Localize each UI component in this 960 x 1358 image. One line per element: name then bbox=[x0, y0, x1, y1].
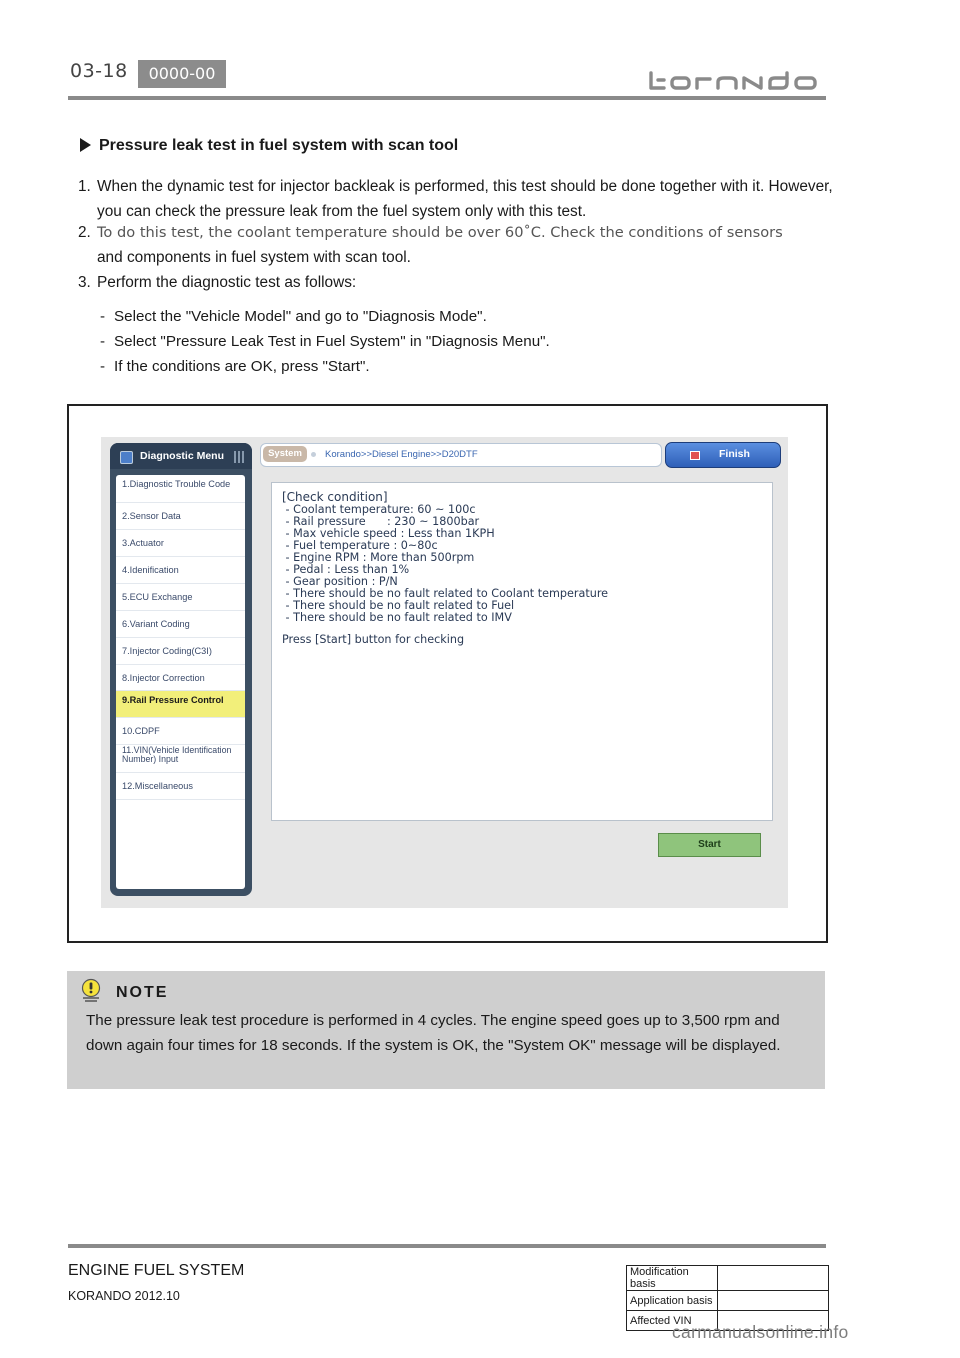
finish-label: Finish bbox=[719, 448, 750, 460]
table-row bbox=[627, 1266, 829, 1291]
menu-item-actuator[interactable]: 3.Actuator bbox=[116, 530, 245, 557]
table-label: Affected VIN bbox=[627, 1311, 718, 1331]
menu-item-cdpf[interactable]: 10.CDPF bbox=[116, 718, 245, 745]
section-title bbox=[80, 137, 458, 155]
menu-item-rail-pressure-control[interactable]: 9.Rail Pressure Control bbox=[116, 691, 245, 718]
table-label: Modification basis bbox=[627, 1266, 718, 1291]
note-text: The pressure leak test procedure is performed in 4 cycles. The engine speed goes up to 3,500 rpm and down again four times for 18 seconds. If the system is OK, the "System OK" message will be displayed. bbox=[86, 1012, 781, 1054]
menu-item-diagnostic-trouble-code[interactable]: 1.Diagnostic Trouble Code bbox=[116, 475, 245, 503]
top-rule bbox=[68, 96, 826, 100]
section-code-badge: 0000-00 bbox=[138, 60, 226, 88]
step-number: 2. bbox=[78, 224, 91, 241]
menu-item-injector-coding[interactable]: 7.Injector Coding(C3I) bbox=[116, 638, 245, 665]
menu-item-vin-input[interactable]: 11.VIN(Vehicle Identification Number) Input bbox=[116, 745, 245, 773]
korando-logo bbox=[648, 70, 828, 92]
condition-line: - Pedal : Less than 1% bbox=[282, 563, 410, 576]
step-3 bbox=[78, 270, 838, 295]
triangle-bullet-icon bbox=[80, 138, 91, 152]
menu-icon bbox=[120, 451, 133, 464]
breadcrumb-path: Korando>>Diesel Engine>>D20DTF bbox=[325, 449, 478, 460]
press-start-hint: Press [Start] button for checking bbox=[282, 633, 465, 646]
start-button[interactable]: Start bbox=[658, 833, 761, 857]
finish-button[interactable] bbox=[665, 442, 781, 468]
step-text-cont: and components in fuel system with scan tool. bbox=[97, 249, 411, 266]
substep: - Select "Pressure Leak Test in Fuel System" in "Diagnosis Menu". bbox=[100, 330, 550, 354]
step-number: 1. bbox=[78, 178, 91, 195]
substep: - Select the "Vehicle Model" and go to "Diagnosis Mode". bbox=[100, 305, 487, 329]
step-text: When the dynamic test for injector backleak is performed, this test should be done together with it. However, you can check the pressure leak from the fuel system only with this test. bbox=[97, 178, 833, 220]
watermark: carmanualsonline.info bbox=[672, 1322, 849, 1342]
footer-section-title: ENGINE FUEL SYSTEM bbox=[68, 1262, 245, 1279]
substep-text: If the conditions are OK, press "Start". bbox=[114, 358, 370, 375]
step-2 bbox=[78, 220, 838, 270]
bottom-rule bbox=[68, 1244, 826, 1248]
grip-icon[interactable] bbox=[234, 451, 244, 463]
lightbulb-icon bbox=[80, 978, 102, 1004]
breadcrumb-bar bbox=[260, 443, 662, 467]
condition-line: - There should be no fault related to Coolant temperature bbox=[282, 587, 609, 600]
step-1 bbox=[78, 174, 838, 224]
separator-dot-icon bbox=[311, 452, 316, 457]
diagnostic-menu-panel bbox=[110, 443, 252, 896]
condition-line: - There should be no fault related to Fuel bbox=[282, 599, 515, 612]
page-number: 03-18 bbox=[70, 60, 128, 82]
diagnostic-menu-title: Diagnostic Menu bbox=[140, 450, 225, 462]
diagnostic-menu-list bbox=[116, 475, 245, 889]
menu-item-ecu-exchange[interactable]: 5.ECU Exchange bbox=[116, 584, 245, 611]
condition-line: - Fuel temperature : 0~80c bbox=[282, 539, 438, 552]
substep: - If the conditions are OK, press "Start". bbox=[100, 355, 370, 379]
step-text: To do this test, the coolant temperature should be over 60˚C. Check the conditions of sensors bbox=[97, 224, 783, 241]
condition-line: - Gear position : P/N bbox=[282, 575, 398, 588]
menu-item-injector-correction[interactable]: 8.Injector Correction bbox=[116, 665, 245, 691]
menu-item-miscellaneous[interactable]: 12.Miscellaneous bbox=[116, 773, 245, 800]
footer-model: KORANDO 2012.10 bbox=[68, 1289, 180, 1303]
condition-line: - There should be no fault related to IMV bbox=[282, 611, 512, 624]
substep-text: Select "Pressure Leak Test in Fuel System" in "Diagnosis Menu". bbox=[114, 333, 550, 350]
section-title-text: Pressure leak test in fuel system with scan tool bbox=[99, 137, 459, 154]
diagnostic-menu-header bbox=[110, 443, 252, 469]
condition-line: - Max vehicle speed : Less than 1KPH bbox=[282, 527, 495, 540]
system-button[interactable]: System bbox=[263, 446, 307, 462]
table-row bbox=[627, 1291, 829, 1311]
condition-line: - Engine RPM : More than 500rpm bbox=[282, 551, 475, 564]
menu-item-variant-coding[interactable]: 6.Variant Coding bbox=[116, 611, 245, 638]
substep-text: Select the "Vehicle Model" and go to "Diagnosis Mode". bbox=[114, 308, 487, 325]
table-value bbox=[718, 1266, 829, 1291]
table-label: Application basis bbox=[627, 1291, 718, 1311]
condition-heading: [Check condition] bbox=[282, 490, 388, 504]
step-number: 3. bbox=[78, 274, 91, 291]
menu-item-sensor-data[interactable]: 2.Sensor Data bbox=[116, 503, 245, 530]
condition-line: - Rail pressure : 230 ~ 1800bar bbox=[282, 515, 480, 528]
table-value bbox=[718, 1291, 829, 1311]
note-label: NOTE bbox=[116, 984, 169, 1001]
stop-icon bbox=[690, 451, 700, 460]
menu-item-idenification[interactable]: 4.Idenification bbox=[116, 557, 245, 584]
step-text: Perform the diagnostic test as follows: bbox=[97, 274, 357, 291]
condition-line: - Coolant temperature: 60 ~ 100c bbox=[282, 503, 476, 516]
scan-tool-screenshot bbox=[101, 437, 788, 908]
check-condition-panel bbox=[271, 482, 773, 821]
